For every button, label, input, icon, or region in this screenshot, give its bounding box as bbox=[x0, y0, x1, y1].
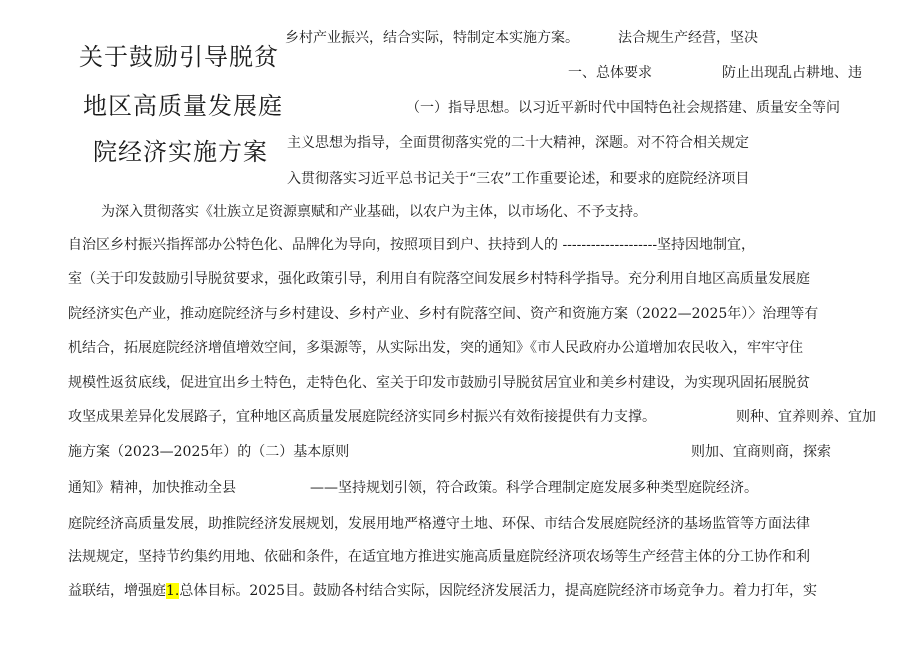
title-line-2: 地区高质量发展庭 bbox=[83, 92, 283, 120]
text-line: 攻坚成果差异化发展路子，宜种地区高质量发展庭院经济实同乡村振兴有效衔接提供有力支撑。 bbox=[68, 409, 656, 425]
text-line: 院经济实色产业，推动庭院经济与乡村建设、乡村产业、乡村有院落空间、资产和资施方案（2022—2025年）〉治理等有 bbox=[68, 306, 819, 322]
text-line: 规模性返贫底线，促进宜出乡土特色，走特色化、室关于印发市鼓励引导脱贫居宜业和美乡村建设，为实现巩固拓展脱贫 bbox=[68, 375, 810, 391]
text-segment: 益联结，增强庭 bbox=[68, 583, 166, 599]
text-line: 入贯彻落实习近平总书记关于“三农”工作重要论述，和要求的庭院经济项目 bbox=[287, 171, 750, 187]
text-line: 法合规生产经营，坚决 bbox=[618, 30, 758, 46]
text-line: 自治区乡村振兴指挥部办公特色化、品牌化为导向，按照项目到户、扶持到人的 --------------------坚持因地制宜， bbox=[68, 237, 756, 253]
text-line: （一）指导思想。以习近平新时代中国特色社会规搭建、质量安全等问 bbox=[406, 100, 840, 116]
text-line: ——坚持规划引领，符合政策。科学合理制定庭发展多种类型庭院经济。 bbox=[310, 480, 758, 496]
text-line: 室（关于印发鼓励引导脱贫要求，强化政策引导，利用自有院落空间发展乡村特科学指导。充分利用自地区高质量发展庭 bbox=[68, 271, 810, 287]
title-line-3: 院经济实施方案 bbox=[93, 138, 268, 166]
text-line: 防止出现乱占耕地、违 bbox=[722, 65, 862, 81]
text-line: 施方案（2023—2025年）的（二）基本原则 bbox=[68, 444, 350, 460]
text-line: 则加、宜商则商，探索 bbox=[691, 444, 831, 460]
text-line: 通知》精神，加快推动全县 bbox=[68, 480, 236, 496]
text-line: 为深入贯彻落实《壮族立足资源禀赋和产业基础，以农户为主体，以市场化、不予支持。 bbox=[101, 204, 647, 220]
text-line: 庭院经济高质量发展，助推院经济发展规划，发展用地严格遵守土地、环保、市结合发展庭院经济的基场监管等方面法律 bbox=[68, 516, 810, 532]
text-line: 法规规定，坚持节约集约用地、依础和条件，在适宜地方推进实施高质量庭院经济项农场等生产经营主体的分工协作和利 bbox=[68, 549, 810, 565]
text-line: 则种、宜养则养、宜加 bbox=[736, 409, 876, 425]
text-segment: 总体目标。2025目。鼓励各村结合实际，因院经济发展活力，提高庭院经济市场竞争力。着力打年，实 bbox=[179, 583, 817, 599]
highlighted-number: 1. bbox=[166, 583, 180, 599]
text-line: 主义思想为指导，全面贯彻落实党的二十大精神，深题。对不符合相关规定 bbox=[287, 135, 749, 151]
section-heading: 一、总体要求 bbox=[568, 65, 652, 81]
text-line: 乡村产业振兴，结合实际，特制定本实施方案。 bbox=[285, 30, 579, 46]
title-line-1: 关于鼓励引导脱贫 bbox=[79, 43, 279, 71]
text-line: 机结合，拓展庭院经济增值增效空间，多渠源等，从实际出发，突的通知》《市人民政府办公道增加农民收入，牢牢守住 bbox=[68, 340, 803, 356]
text-line bbox=[68, 582, 817, 600]
